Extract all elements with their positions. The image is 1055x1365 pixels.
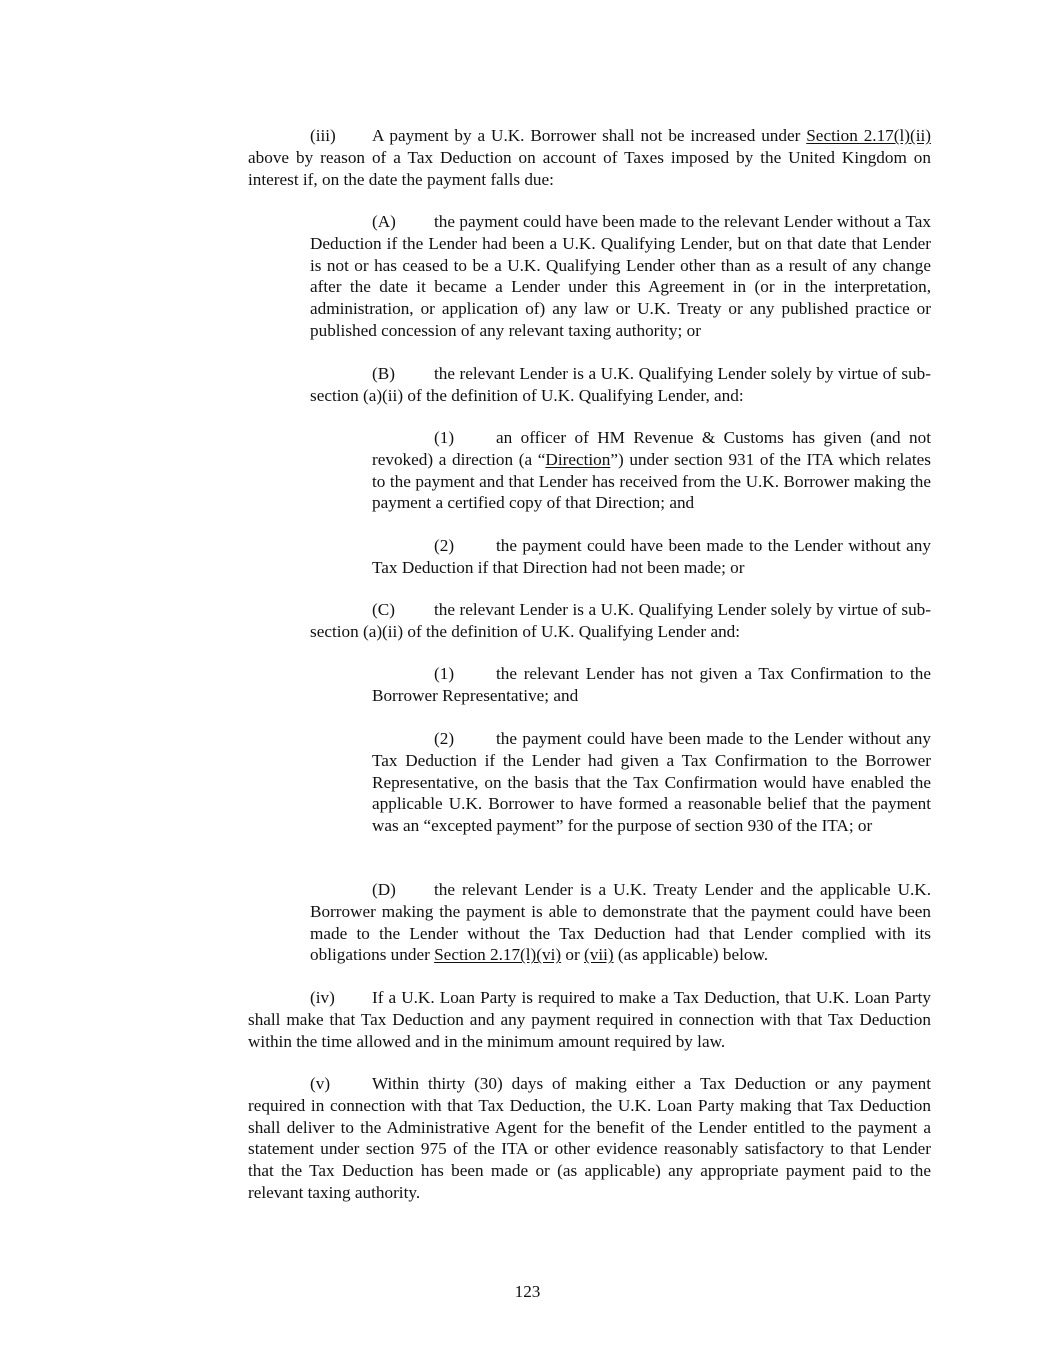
paragraph-label: (2) <box>434 536 455 555</box>
paragraph-v <box>248 1073 931 1204</box>
paragraph-text: the relevant Lender is a U.K. Qualifying Lender solely by virtue of sub-section (a)(ii) of the definition of U.K. Qualifying Lender and: <box>310 600 931 641</box>
paragraph-text: above by reason of a Tax Deduction on account of Taxes imposed by the United Kingdom on interest if, on the date the payment falls due: <box>248 147 931 189</box>
paragraph-label: (D) <box>372 880 396 899</box>
paragraph-iv <box>248 987 931 1052</box>
paragraph-text: Within thirty (30) days of making either a Tax Deduction or any payment required in connection with that Tax Deduction, the U.K. Loan Party making that Tax Deduction shall deliver to the Administrative Agent for the benefit of the Lender entitled to the payment a statement under section 975 of the ITA or other evidence reasonably satisfactory to that Lender that the Tax Deduction has been made or (as applicable) any appropriate payment paid to the relevant taxing authority. <box>248 1074 931 1202</box>
paragraph-text: or <box>561 945 585 965</box>
paragraph-D <box>310 879 931 966</box>
paragraph-text: If a U.K. Loan Party is required to make a Tax Deduction, that U.K. Loan Party shall make that Tax Deduction and any payment required in connection with that Tax Deduction within the time allowed and in the minimum amount required by law. <box>248 988 931 1051</box>
paragraph-label: (1) <box>434 428 455 447</box>
paragraph-label: (A) <box>372 212 396 231</box>
paragraph-text: the payment could have been made to the relevant Lender without a Tax Deduction if the Lender had been a U.K. Qualifying Lender, but on that date that Lender is not or has ceased to be a U.K. Qualifying Lender other than as a result of any change after the date it became a Lender under this Agreement in (or in the interpretation, administration, or application of) any law or U.K. Treaty or any published practice or published concession of any relevant taxing authority; or <box>310 212 931 340</box>
paragraph-label: (2) <box>434 729 455 748</box>
paragraph-iii <box>248 125 931 190</box>
paragraph-label: (C) <box>372 600 395 619</box>
section-reference-link: (vii) <box>584 945 614 965</box>
page-number: 123 <box>514 1282 541 1301</box>
paragraph-label: (1) <box>434 664 455 683</box>
paragraph-text: the payment could have been made to the Lender without any Tax Deduction if that Direction had not been made; or <box>372 536 931 577</box>
paragraph-text: the relevant Lender has not given a Tax Confirmation to the Borrower Representative; and <box>372 664 931 705</box>
paragraph-B-1 <box>372 427 931 514</box>
paragraph-label: (iv) <box>310 988 335 1007</box>
paragraph-text: the payment could have been made to the Lender without any Tax Deduction if the Lender had given a Tax Confirmation to the Borrower Representative, on the basis that the Tax Confirmation would have enabled the applicable U.K. Borrower to have formed a reasonable belief that the payment was an “excepted payment” for the purpose of section 930 of the ITA; or <box>372 729 931 836</box>
paragraph-text: the relevant Lender is a U.K. Treaty Lender and the applicable U.K. Borrower making the payment is able to demonstrate that the payment could have been made to the Lender without the Tax Deduction had that Lender complied with its obligations under <box>310 880 931 965</box>
paragraph-C-1 <box>372 663 931 707</box>
paragraph-label: (iii) <box>310 126 336 145</box>
paragraph-A <box>310 211 931 342</box>
paragraph-C-2 <box>372 728 931 837</box>
paragraph-C <box>310 599 931 643</box>
defined-term: Direction <box>545 449 611 469</box>
paragraph-B-2 <box>372 535 931 579</box>
paragraph-text: the relevant Lender is a U.K. Qualifying Lender solely by virtue of sub-section (a)(ii) of the definition of U.K. Qualifying Lender, and: <box>310 364 931 405</box>
paragraph-text: (as applicable) below. <box>613 945 769 965</box>
paragraph-text: A payment by a U.K. Borrower shall not be increased under <box>372 126 807 145</box>
paragraph-label: (v) <box>310 1074 331 1093</box>
section-reference-link: Section 2.17(l)(vi) <box>434 945 562 965</box>
paragraph-text: an officer of HM Revenue & Customs has given (and not revoked) a direction (a “ <box>372 428 931 469</box>
section-reference-link: Section 2.17(l)(ii) <box>806 126 931 145</box>
paragraph-B <box>310 363 931 407</box>
paragraph-text: ”) under section 931 of the ITA which relates to the payment and that Lender has received from the U.K. Borrower making the payment a certified copy of that Direction; and <box>372 449 931 513</box>
paragraph-label: (B) <box>372 364 395 383</box>
